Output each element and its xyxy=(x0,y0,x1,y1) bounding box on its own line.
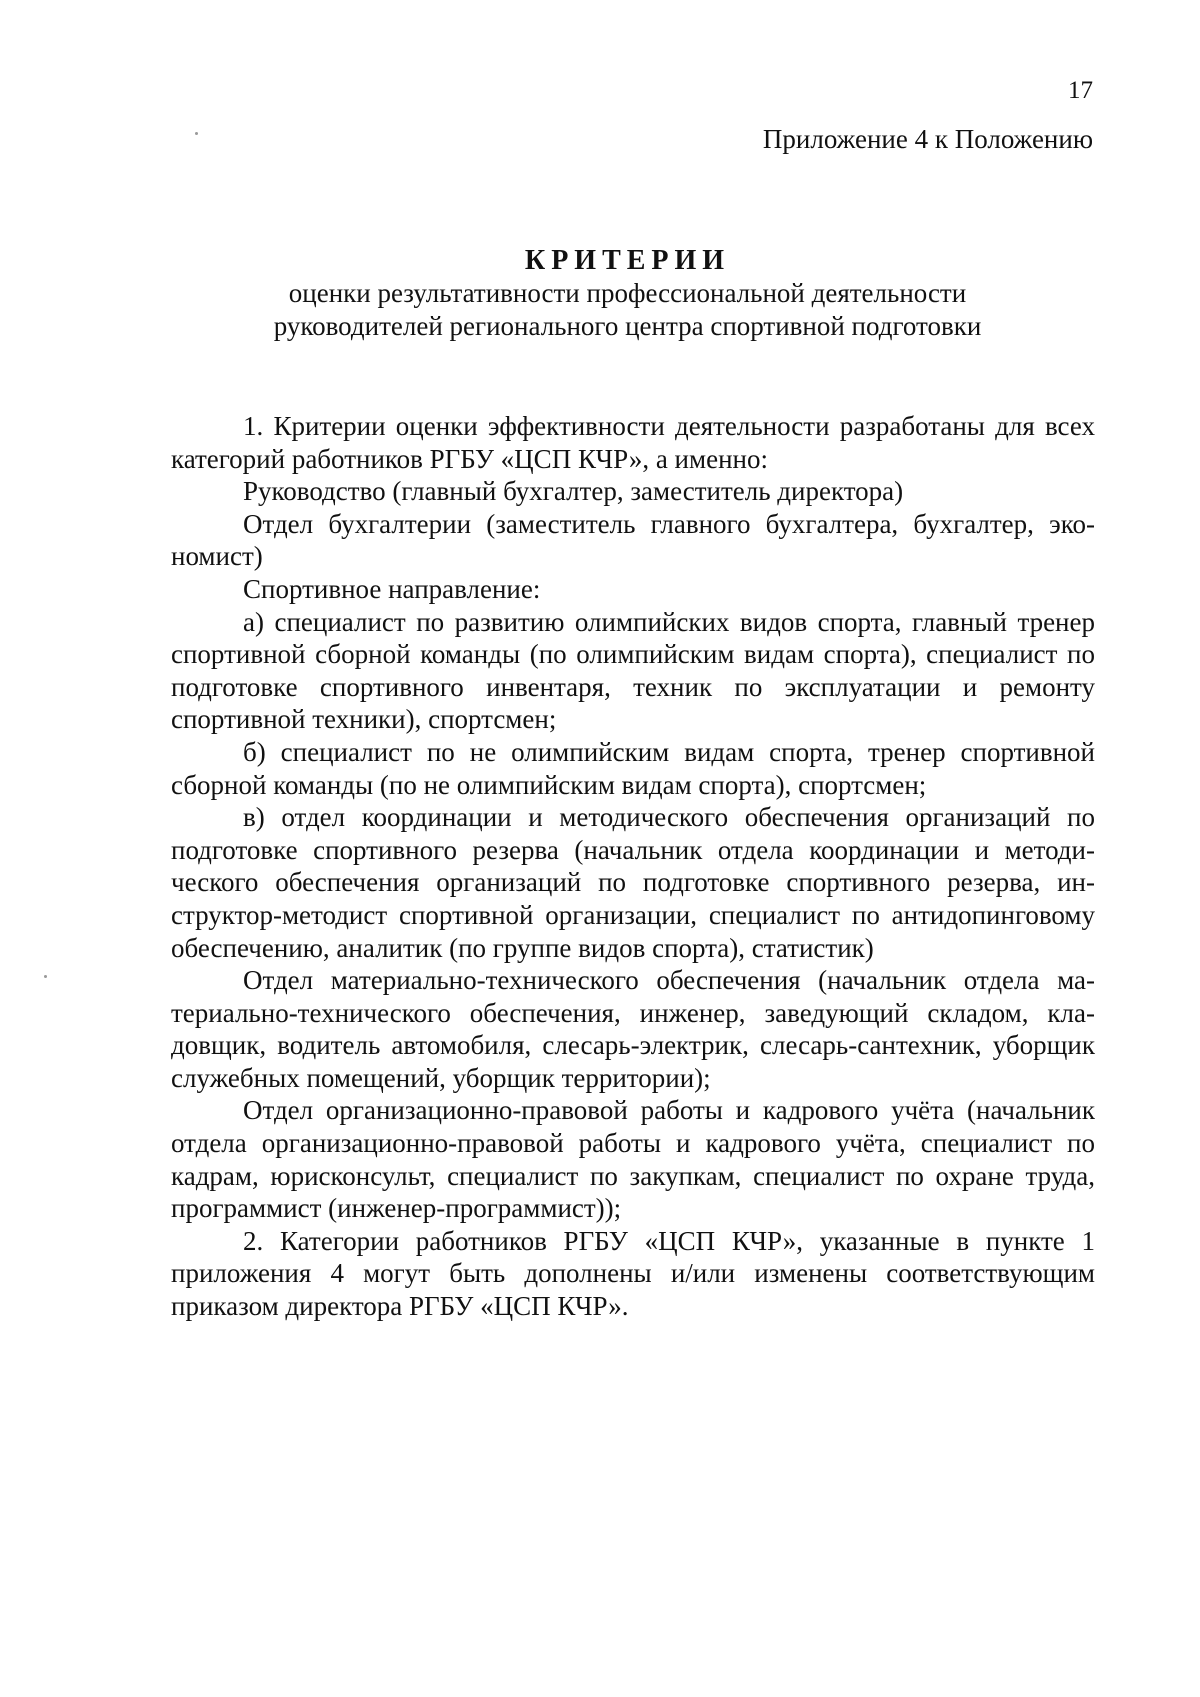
paragraph-sports-direction: Спортивное направление: xyxy=(243,573,541,604)
paragraph-logistics: Отдел материально-технического обеспечения (начальник отдела материально-технического обеспечения, инженер, заведующий складом, кладовщик, водитель автомобиля, слесарь-электрик, слесарь-сантехник, уборщик служебных помещений, уборщик территории); xyxy=(171,965,1095,1093)
scan-speck xyxy=(195,132,198,135)
document-subtitle-line-2: руководителей регионального центра спортивной подготовки xyxy=(273,311,982,341)
paragraph-legal-hr: Отдел организационно-правовой работы и кадрового учёта (начальник отдела организационно-правовой работы и кадрового учёта, специалист по кадрам, юрисконсульт, специалист по закупкам, специалист по охране труда, программист (инженер-программист)); xyxy=(171,1095,1095,1224)
paragraph-sub-v: в) отдел координации и методического обеспечения организаций по подготовке спортивного резерва (начальник отдела координации и методического обеспечения организаций по подготовке спортивного резерва, инструктор-методист спортивной организации, специалист по антидопинговому обеспечению, аналитик (по группе видов спорта), статистик) xyxy=(171,802,1095,963)
paragraph-management: Руководство (главный бухгалтер, заместитель директора) xyxy=(243,476,904,507)
paragraph-sub-b: б) специалист по не олимпийским видам спорта, тренер спортивной сборной команды (по не олимпийским видам спорта), спортсмен; xyxy=(171,736,1095,800)
scan-speck xyxy=(44,975,47,978)
title-block xyxy=(150,244,1105,343)
document-subtitle-line-1: оценки результативности профессиональной деятельности xyxy=(288,278,967,308)
paragraph-item-1: 1. Критерии оценки эффективности деятельности разработаны для всех категорий работников РГБУ «ЦСП КЧР», а именно: xyxy=(171,411,1095,474)
paragraph-sub-a: а) специалист по развитию олимпийских видов спорта, главный тренер спортивной сборной команды (по олимпийским видам спорта), специалист по подготовке спортивного инвентаря, техник по эксплуатации и ремонту спортивной техники), спортсмен; xyxy=(171,606,1095,735)
document-title: КРИТЕРИИ xyxy=(524,245,731,276)
paragraph-item-2: 2. Категории работников РГБУ «ЦСП КЧР», указанные в пункте 1 приложения 4 могут быть дополнены и/или изменены соответствующим приказом директора РГБУ «ЦСП КЧР». xyxy=(171,1225,1095,1322)
page-number: 17 xyxy=(1068,77,1093,104)
paragraph-accounting: Отдел бухгалтерии (заместитель главного бухгалтера, бухгалтер, экономист) xyxy=(171,508,1095,572)
document-body xyxy=(171,410,1095,1323)
appendix-reference: Приложение 4 к Положению xyxy=(762,124,1093,154)
